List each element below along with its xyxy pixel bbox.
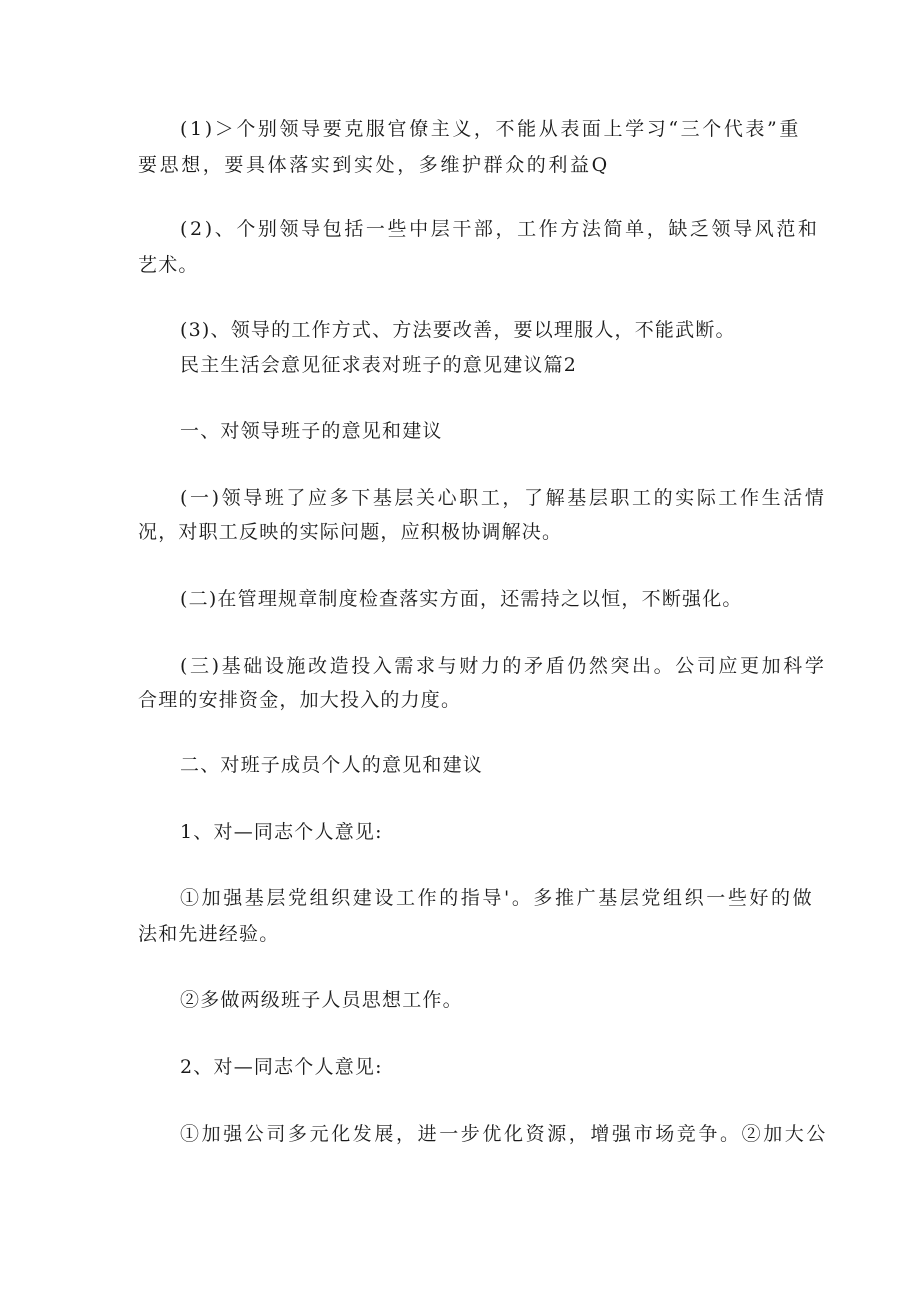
paragraph-item-3-line-1: (3)、领导的工作方式、方法要改善，要以理服人，不能武断。: [180, 319, 736, 341]
part-1-item-2-line-1: (二)在管理规章制度检查落实方面，还需持之以恒，不断强化。: [180, 588, 743, 610]
part-2-heading: 二、对班子成员个人的意见和建议: [180, 754, 484, 776]
paragraph-item-1-line-1: (1)＞个别领导要克服官僚主义，不能从表面上学习“三个代表”重: [180, 118, 801, 140]
part-2-sub-2-item-1-line-1: ①加强公司多元化发展，进一步优化资源，增强市场竞争。②加大公: [180, 1123, 829, 1145]
part-2-sub-1-heading: 1、对—同志个人意见:: [180, 821, 383, 843]
paragraph-item-1-line-2: 要思想，要具体落实到实处，多维护群众的利益Q: [138, 154, 610, 176]
part-1-item-1-line-1: (一)领导班了应多下基层关心职工，了解基层职工的实际工作生活情: [180, 487, 827, 509]
part-1-item-1-line-2: 况，对职工反映的实际问题，应积极协调解决。: [138, 521, 563, 543]
paragraph-item-2-line-2: 艺术。: [138, 254, 199, 276]
section-title: 民主生活会意见征求表对班子的意见建议篇2: [180, 354, 578, 376]
part-1-item-3-line-2: 合理的安排资金，加大投入的力度。: [138, 689, 462, 711]
part-2-sub-1-item-1-line-1: ①加强基层党组织建设工作的指导'。多推广基层党组织一些好的做: [180, 887, 815, 909]
paragraph-item-2-line-1: (2)、个别领导包括一些中层干部，工作方法简单，缺乏领导风范和: [180, 218, 820, 240]
part-2-sub-1-item-1-line-2: 法和先进经验。: [138, 923, 280, 945]
part-2-sub-2-heading: 2、对—同志个人意见:: [180, 1056, 383, 1078]
part-1-item-3-line-1: (三)基础设施改造投入需求与财力的矛盾仍然突出。公司应更加科学: [180, 655, 827, 677]
part-2-sub-1-item-2-line-1: ②多做两级班子人员思想工作。: [180, 989, 463, 1011]
part-1-heading: 一、对领导班子的意见和建议: [180, 420, 443, 442]
